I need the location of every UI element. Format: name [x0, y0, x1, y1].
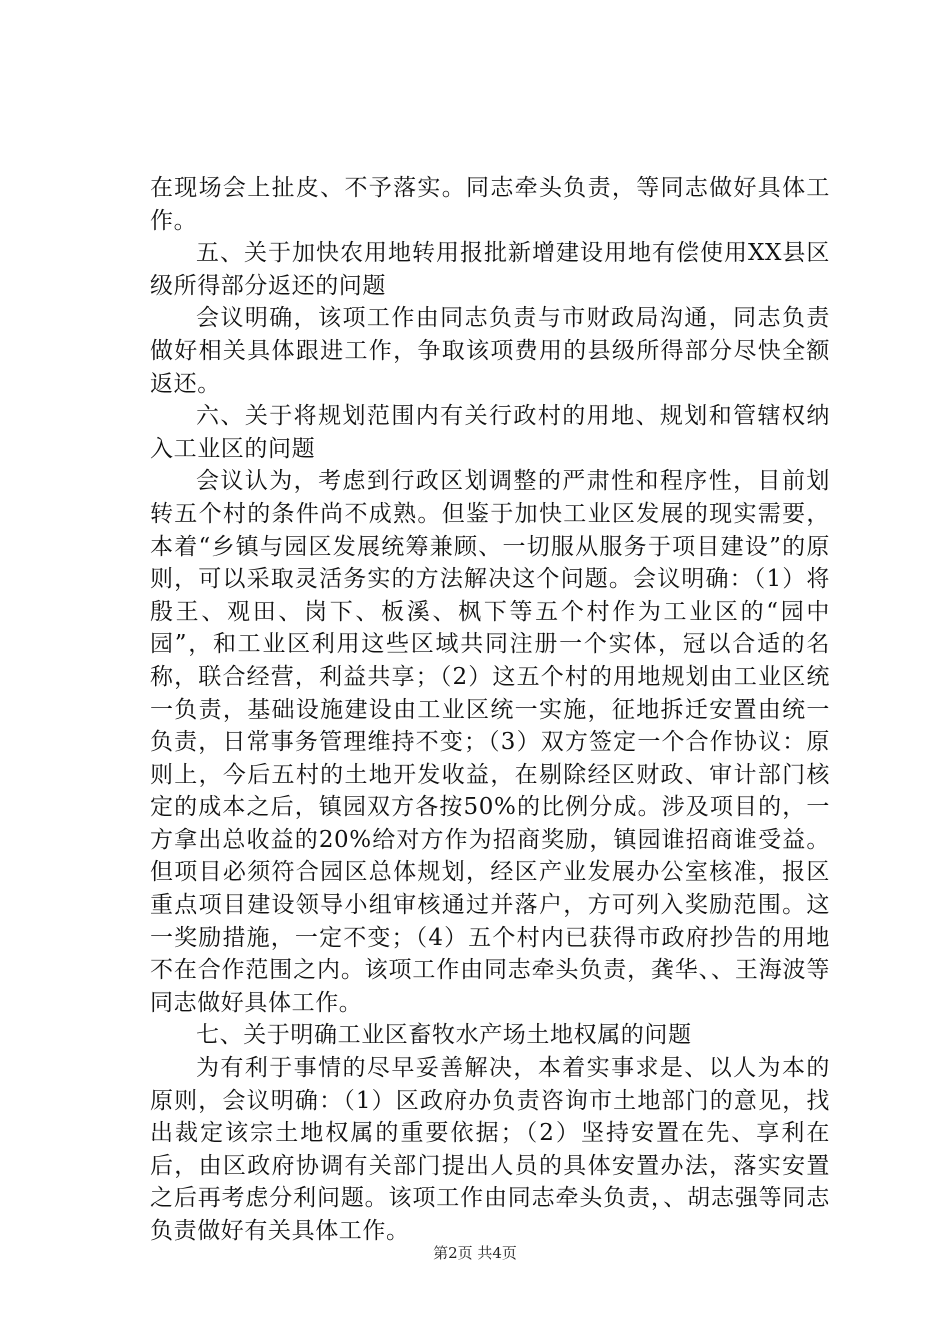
section-heading-seven: 七、关于明确工业区畜牧水产场土地权属的问题 [196, 1022, 692, 1049]
paragraph-section-seven: 为有利于事情的尽早妥善解决，本着实事求是、以人为本的原则，会议明确：（1）区政府办负责咨询市土地部门的意见，找出裁定该宗土地权属的重要依据；（2）坚持安置在先、享利在后，由区政府协调有关部门提出人员的具体安置办法，落实安置之后再考虑分利问题。该项工作由同志牵头负责，、胡志强等同志负责做好有关具体工作。 [150, 1055, 830, 1244]
paragraph-section-five: 会议明确，该项工作由同志负责与市财政局沟通，同志负责做好相关具体跟进工作，争取该项费用的县级所得部分尽快全额返还。 [150, 305, 830, 397]
paragraph-section-six: 会议认为，考虑到行政区划调整的严肃性和程序性，目前划转五个村的条件尚不成熟。但鉴于加快工业区发展的现实需要，本着“乡镇与园区发展统筹兼顾、一切服从服务于项目建设”的原则，可以采取灵活务实的方法解决这个问题。会议明确：（1）将殷王、观田、岗下、板溪、枫下等五个村作为工业区的“园中园”，和工业区利用这些区域共同注册一个实体，冠以合适的名称，联合经营，利益共享；（2）这五个村的用地规划由工业区统一负责，基础设施建设由工业区统一实施，征地拆迁安置由统一负责，日常事务管理维持不变；（3）双方签定一个合作协议：原则上，今后五村的土地开发收益，在剔除经区财政、审计部门核定的成本之后，镇园双方各按50%的比例分成。涉及项目的，一方拿出总收益的20%给对方作为招商奖励，镇园谁招商谁受益。但项目必须符合园区总体规划，经区产业发展办公室核准，报区重点项目建设领导小组审核通过并落户，方可列入奖励范围。这一奖励措施，一定不变；（4）五个村内已获得市政府抄告的用地不在合作范围之内。该项工作由同志牵头负责，龚华、、王海波等同志做好具体工作。 [150, 468, 830, 1016]
section-heading-six: 六、关于将规划范围内有关行政村的用地、规划和管辖权纳入工业区的问题 [150, 403, 830, 462]
section-heading-five: 五、关于加快农用地转用报批新增建设用地有偿使用XX县区级所得部分返还的问题 [150, 240, 830, 299]
paragraph-continuation: 在现场会上扯皮、不予落实。同志牵头负责，等同志做好具体工作。 [150, 175, 830, 234]
document-body [150, 172, 830, 1248]
page-number: 第2页 共4页 [433, 1244, 517, 1262]
